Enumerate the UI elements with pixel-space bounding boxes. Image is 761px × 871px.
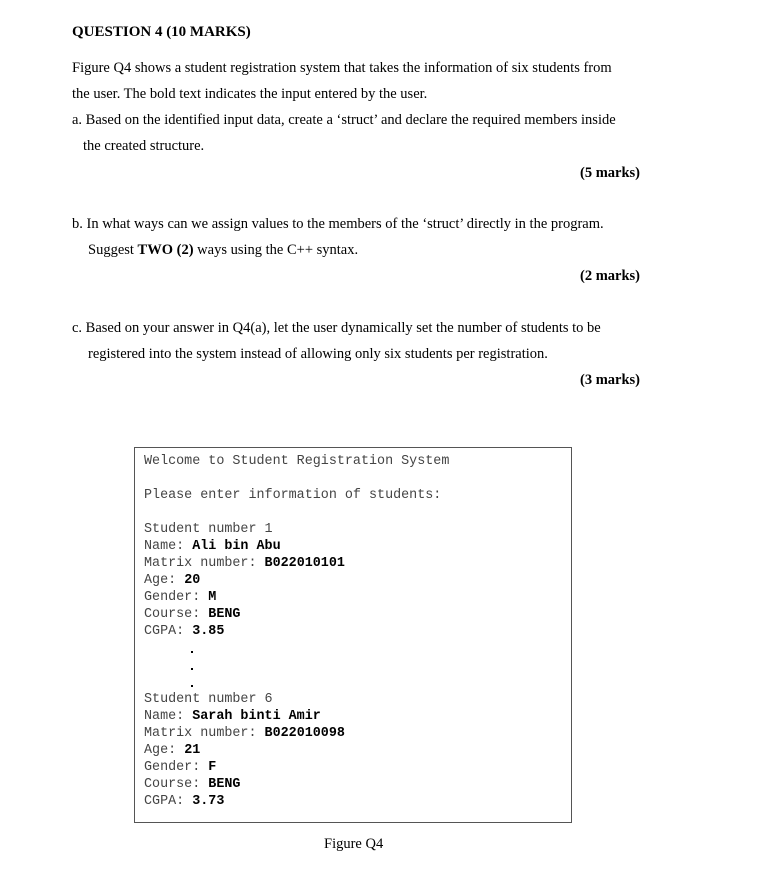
part-b-line2-pre: Suggest — [88, 242, 138, 258]
student-6-age — [144, 743, 200, 758]
ellipsis-dot — [191, 685, 193, 687]
age-value: 21 — [184, 743, 201, 758]
cgpa-value: 3.85 — [192, 624, 225, 639]
course-label: Course: — [144, 777, 209, 792]
student-6-course — [144, 777, 240, 792]
student-1-name — [144, 539, 281, 554]
student-1-age — [144, 573, 200, 588]
student-1-course — [144, 607, 240, 622]
part-b-line1: b. In what ways can we assign values to the members of the ‘struct’ directly in the program. — [72, 216, 604, 232]
part-b-marks: (2 marks) — [579, 268, 640, 284]
part-c-marks: (3 marks) — [579, 372, 640, 388]
course-value: BENG — [208, 777, 241, 792]
matrix-label: Matrix number: — [144, 556, 265, 571]
part-b-line2-bold: TWO (2) — [137, 242, 194, 258]
age-label: Age: — [144, 743, 185, 758]
console-prompt: Please enter information of students: — [144, 488, 442, 503]
part-c-line1: c. Based on your answer in Q4(a), let the user dynamically set the number of students to be — [72, 320, 601, 336]
part-b-line2 — [88, 242, 358, 259]
student-1-gender — [144, 590, 216, 605]
part-a-line1: a. Based on the identified input data, create a ‘struct’ and declare the required members inside — [72, 112, 616, 128]
gender-value: F — [208, 760, 217, 775]
student-1-matrix — [144, 556, 345, 571]
course-label: Course: — [144, 607, 209, 622]
gender-label: Gender: — [144, 760, 209, 775]
part-c-line2: registered into the system instead of allowing only six students per registration. — [88, 346, 548, 362]
age-label: Age: — [144, 573, 185, 588]
matrix-label: Matrix number: — [144, 726, 265, 741]
cgpa-label: CGPA: — [144, 794, 193, 809]
part-a-line2: the created structure. — [83, 138, 205, 154]
student-6-gender — [144, 760, 216, 775]
console-output-box — [134, 447, 572, 823]
part-b-line2-post: ways using the C++ syntax. — [193, 242, 359, 258]
student-6-cgpa — [144, 794, 224, 809]
name-value: Ali bin Abu — [192, 539, 281, 554]
name-label: Name: — [144, 539, 193, 554]
matrix-value: B022010098 — [264, 726, 345, 741]
ellipsis-dot — [191, 668, 193, 670]
intro-text-line1: Figure Q4 shows a student registration system that takes the information of six students from — [72, 60, 612, 76]
course-value: BENG — [208, 607, 241, 622]
gender-label: Gender: — [144, 590, 209, 605]
console-welcome: Welcome to Student Registration System — [144, 454, 450, 469]
gender-value: M — [208, 590, 217, 605]
age-value: 20 — [184, 573, 201, 588]
student-1-cgpa — [144, 624, 224, 639]
part-a-marks: (5 marks) — [579, 165, 640, 181]
matrix-value: B022010101 — [264, 556, 345, 571]
name-value: Sarah binti Amir — [192, 709, 321, 724]
cgpa-value: 3.73 — [192, 794, 225, 809]
student-6-matrix — [144, 726, 345, 741]
intro-text-line2: the user. The bold text indicates the input entered by the user. — [72, 86, 428, 102]
ellipsis-dot — [191, 651, 193, 653]
cgpa-label: CGPA: — [144, 624, 193, 639]
name-label: Name: — [144, 709, 193, 724]
figure-caption: Figure Q4 — [324, 836, 384, 852]
student-6-name — [144, 709, 321, 724]
student-6-header: Student number 6 — [144, 692, 273, 707]
question-title: QUESTION 4 (10 MARKS) — [72, 24, 251, 40]
student-1-header: Student number 1 — [144, 522, 273, 537]
